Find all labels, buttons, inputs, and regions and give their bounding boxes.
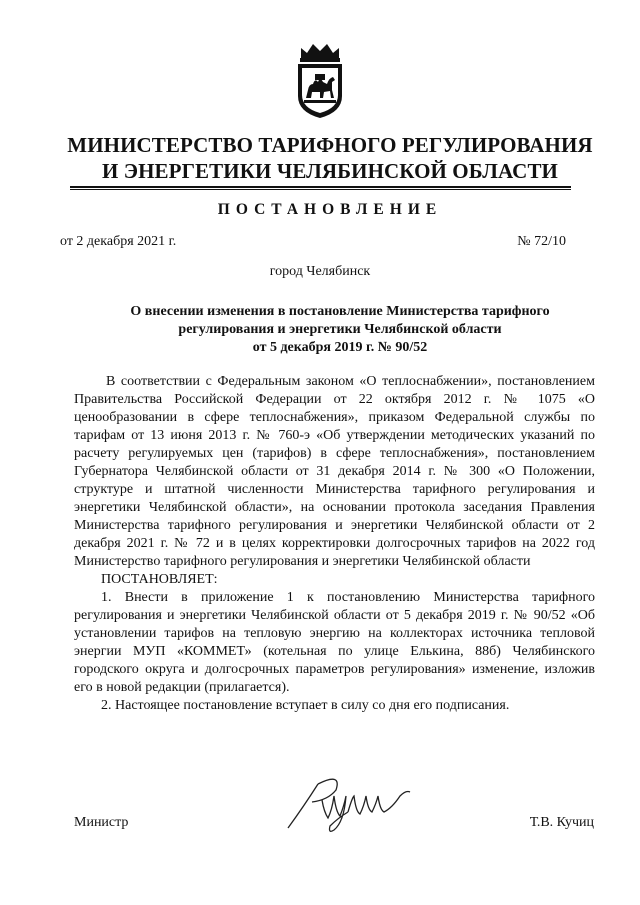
resolution-item-2: 2. Настоящее постановление вступает в силу со дня его подписания. [101,698,510,713]
signature-icon [282,766,422,838]
document-title-line3: от 5 декабря 2019 г. № 90/52 [252,340,428,355]
signer-name: Т.В. Кучиц [529,815,594,830]
resolution-item-1: 1. Внести в приложение 1 к постановлению Министерства тарифного регулирования и энергетики Челябинской области от 5 декабря 2019 г. № 90/52 «Об установлении тарифов на тепловую энергию на коллекторах источника тепловой энергии МУП «КОММЕТ» (котельная по улице Елькина, 88б) Челябинского городского округа и долгосрочных параметров регулирования» изменение, изложив его в новой редакции (прилагается). [74,590,595,695]
header-rule-thin [70,189,571,190]
document-city: город Челябинск [269,264,371,279]
preamble-paragraph: В соответствии с Федеральным законом «О теплоснабжении», постановлением Правительства Российской Федерации от 22 октября 2012 г. № 1075 «О ценообразовании в сфере теплоснабжения», приказом Федеральной службы по тарифам от 13 июня 2013 г. № 760-э «Об утверждении методических указаний по расчету регулируемых цен (тарифов) в сфере теплоснабжения», постановлением Губернатора Челябинской области от 31 декабря 2014 г. № 300 «О Положении, структуре и штатной численности Министерства тарифного регулирования и энергетики Челябинской области», на основании протокола заседания Правления Министерства тарифного регулирования и энергетики Челябинской области от 2 декабря 2021 г. № 72 и в целях корректировки долгосрочных тарифов на 2022 год Министерство тарифного регулирования и энергетики Челябинской области [74,374,595,569]
document-body [74,373,595,715]
document-title-line1: О внесении изменения в постановление Министерства тарифного [130,304,550,319]
ministry-name-line2: И ЭНЕРГЕТИКИ ЧЕЛЯБИНСКОЙ ОБЛАСТИ [102,159,558,183]
signer-title: Министр [74,815,129,830]
document-title [90,303,590,357]
coat-of-arms-icon [291,40,349,120]
ministry-name-line1: МИНИСТЕРСТВО ТАРИФНОГО РЕГУЛИРОВАНИЯ [67,133,593,157]
document-number: № 72/10 [517,234,566,249]
header-rule [70,186,571,188]
document-title-line2: регулирования и энергетики Челябинской области [178,322,502,337]
document-type: ПОСТАНОВЛЕНИЕ [217,201,443,218]
document-date: от 2 декабря 2021 г. [60,234,177,249]
ministry-name [60,132,600,184]
resolve-heading: ПОСТАНОВЛЯЕТ: [101,572,218,587]
